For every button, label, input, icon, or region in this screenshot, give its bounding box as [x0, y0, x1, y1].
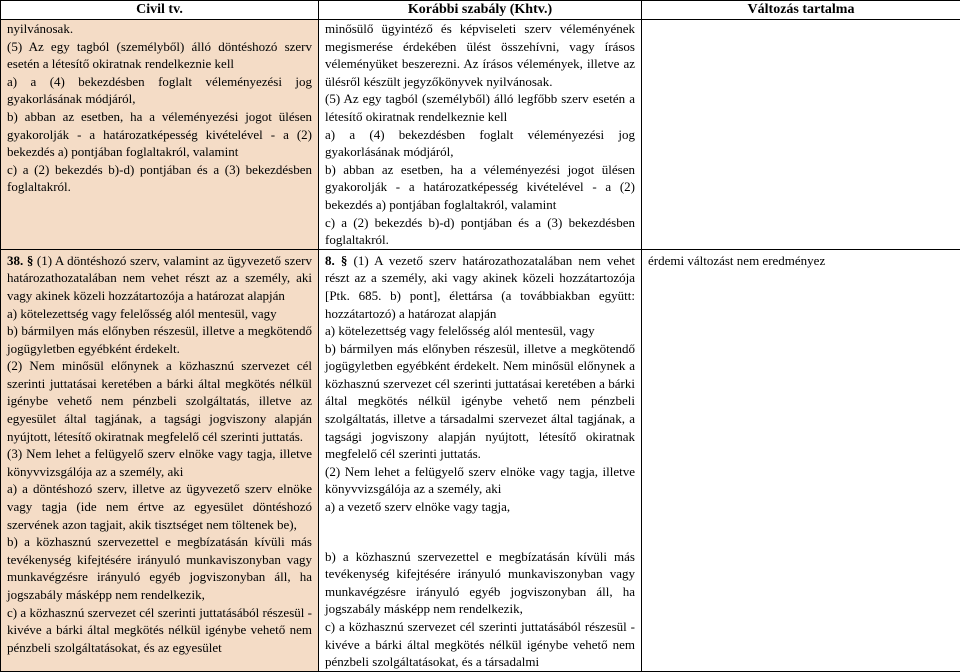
section-number: 38. §	[7, 253, 33, 268]
paragraph: c) a közhasznú szervezet cél szerinti juttatásából részesül - kivéve a bárki által megkötés nélkül igénybe vehető nem pénzbeli szolgáltatásokat, és az egyesület	[7, 604, 312, 657]
header-korabbi-szabaly: Korábbi szabály (Khtv.)	[319, 1, 642, 20]
spacer	[325, 516, 635, 548]
paragraph: a) a (4) bekezdésben foglalt véleményezési jog gyakorlásának módjáról,	[7, 73, 312, 108]
paragraph: b) abban az esetben, ha a véleményezési jogot ülésen gyakorolják - a határozatképesség kivételével - a (2) bekezdés a) pontjában foglaltakról, valamint	[7, 108, 312, 161]
paragraph: minősülő ügyintéző és képviseleti szerv véleményének megismerése érdekében ülést összehívni, vagy írásos véleményüket beszerezni. Az írásos vélemények, illetve az ülésről készült jegyzőkönyvek nyilvánosak.	[325, 20, 635, 90]
paragraph: nyilvánosak.	[7, 20, 312, 38]
header-row	[1, 1, 960, 20]
khtv-cell	[319, 249, 642, 671]
paragraph: c) a (2) bekezdés b)-d) pontjában és a (3) bekezdésben foglaltakról.	[325, 214, 635, 249]
table-row	[1, 249, 960, 671]
paragraph: a) kötelezettség vagy felelősség alól mentesül, vagy	[7, 305, 312, 323]
paragraph: b) a közhasznú szervezettel e megbízatásán kívüli más tevékenység kifejtésére irányuló munkaviszonyban vagy munkavégzésre irányuló egyéb jogviszonyban áll, ha jogszabály másképp nem rendelkezik,	[7, 533, 312, 603]
paragraph: (2) Nem lehet a felügyelő szerv elnöke vagy tagja, illetve könyvvizsgálója az a személy, aki	[325, 463, 635, 498]
paragraph: (5) Az egy tagból (személyből) álló legfőbb szerv esetén a létesítő okiratnak rendelkeznie kell	[325, 90, 635, 125]
paragraph: (5) Az egy tagból (személyből) álló döntéshozó szerv esetén a létesítő okiratnak rendelkeznie kell	[7, 38, 312, 73]
paragraph: a) a vezető szerv elnöke vagy tagja,	[325, 498, 635, 516]
paragraph: b) bármilyen más előnyben részesül, illetve a megkötendő jogügyletben egyébként érdekelt. Nem minősül előnynek a közhasznú szervezet cél szerinti juttatásai keretében a bárki által megkötés nélkül igénybe vehető nem pénzbeli szolgáltatás, illetve a társadalmi szervezet által tagjának, a tagsági jogviszony alapján nyújtott, létesítő okiratnak megfelelő cél szerinti juttatás.	[325, 340, 635, 463]
change-cell	[642, 20, 960, 250]
paragraph: 8. § (1) A vezető szerv határozathozatalában nem vehet részt az a személy, aki vagy akinek közeli hozzátartozója [Ptk. 685. b) pont], élettársa (a továbbiakban együtt: hozzátartozó) a határozat alapján	[325, 252, 635, 322]
khtv-cell	[319, 20, 642, 250]
change-cell: érdemi változást nem eredményez	[642, 249, 960, 671]
paragraph: b) bármilyen más előnyben részesül, illetve a megkötendő jogügyletben egyébként érdekelt.	[7, 322, 312, 357]
paragraph: (3) Nem lehet a felügyelő szerv elnöke vagy tagja, illetve könyvvizsgálója az a személy, aki	[7, 445, 312, 480]
header-civil-tv: Civil tv.	[1, 1, 319, 20]
civil-tv-cell	[1, 249, 319, 671]
paragraph: c) a közhasznú szervezet cél szerinti juttatásából részesül - kivéve a bárki által megkötés nélkül igénybe vehető nem pénzbeli szolgáltatásokat, és a társadalmi	[325, 618, 635, 671]
paragraph: (2) Nem minősül előnynek a közhasznú szervezet cél szerinti juttatásai keretében a bárki által megkötés nélkül igénybe vehető nem pénzbeli szolgáltatás, illetve az egyesület által tagjának, a tagsági jogviszony alapján nyújtott, létesítő okiratnak megfelelő cél szerinti juttatás.	[7, 357, 312, 445]
paragraph: b) abban az esetben, ha a véleményezési jogot ülésen gyakorolják - a határozatképesség kivételével - a (2) bekezdés a) pontjában foglaltakról, valamint	[325, 161, 635, 214]
paragraph: a) a (4) bekezdésben foglalt véleményezési jog gyakorlásának módjáról,	[325, 126, 635, 161]
paragraph: c) a (2) bekezdés b)-d) pontjában és a (3) bekezdésben foglaltakról.	[7, 161, 312, 196]
header-valtozas-tartalma: Változás tartalma	[642, 1, 960, 20]
paragraph: a) kötelezettség vagy felelősség alól mentesül, vagy	[325, 322, 635, 340]
paragraph: a) a döntéshozó szerv, illetve az ügyvezető szerv elnöke vagy tagja (ide nem értve az egyesület döntéshozó szervének azon tagjait, akik tisztséget nem töltenek be),	[7, 480, 312, 533]
section-number: 8. §	[325, 253, 347, 268]
table-row	[1, 20, 960, 250]
paragraph: 38. § (1) A döntéshozó szerv, valamint az ügyvezető szerv határozathozatalában nem vehet részt az a személy, aki vagy akinek közeli hozzátartozója a határozat alapján	[7, 252, 312, 305]
civil-tv-cell	[1, 20, 319, 250]
paragraph: b) a közhasznú szervezettel e megbízatásán kívüli más tevékenység kifejtésére irányuló munkaviszonyban vagy munkavégzésre irányuló egyéb jogviszonyban áll, ha jogszabály másképp nem rendelkezik,	[325, 548, 635, 618]
